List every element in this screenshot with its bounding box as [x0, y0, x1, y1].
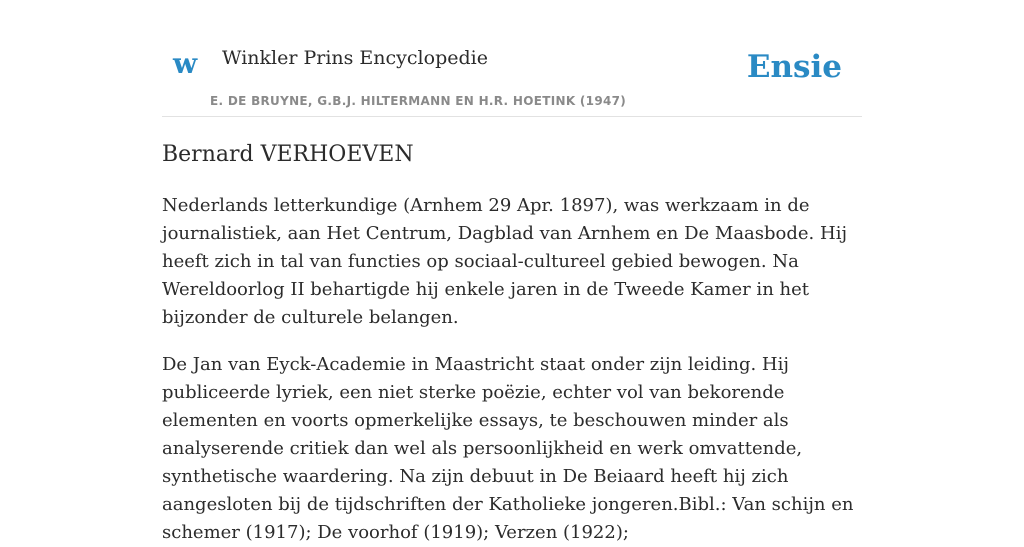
brand-logo[interactable]: Ensie — [746, 49, 842, 85]
source-logo[interactable]: w — [173, 47, 198, 80]
source-title[interactable]: Winkler Prins Encyclopedie — [222, 47, 488, 69]
source-header — [162, 0, 862, 117]
article-paragraph: Nederlands letterkundige (Arnhem 29 Apr. 1897), was werkzaam in de journalistiek, aan Het Centrum, Dagblad van Arnhem en De Maasbode. Hij heeft zich in tal van functies op sociaal-cultureel gebied bewogen. Na Wereldoorlog II behartigde hij enkele jaren in de Tweede Kamer in het bijzonder de culturele belangen. — [162, 194, 848, 328]
source-authors: E. DE BRUYNE, G.B.J. HILTERMANN EN H.R. HOETINK (1947) — [210, 94, 627, 108]
page-container — [162, 0, 862, 547]
article-title: Bernard VERHOEVEN — [162, 142, 414, 167]
article-paragraph: De Jan van Eyck-Academie in Maastricht staat onder zijn leiding. Hij publiceerde lyriek, een niet sterke poëzie, echter vol van bekorende elementen en voorts opmerkelijke essays, te beschouwen minder als analyserende critiek dan wel als persoonlijkheid en werk omvattende, synthetische waardering. Na zijn debuut in De Beiaard heeft hij zich aangesloten bij de tijdschriften der Katholieke jongeren.Bibl.: Van schijn en schemer (1917); De voorhof (1919); Verzen (1922); — [162, 353, 854, 543]
